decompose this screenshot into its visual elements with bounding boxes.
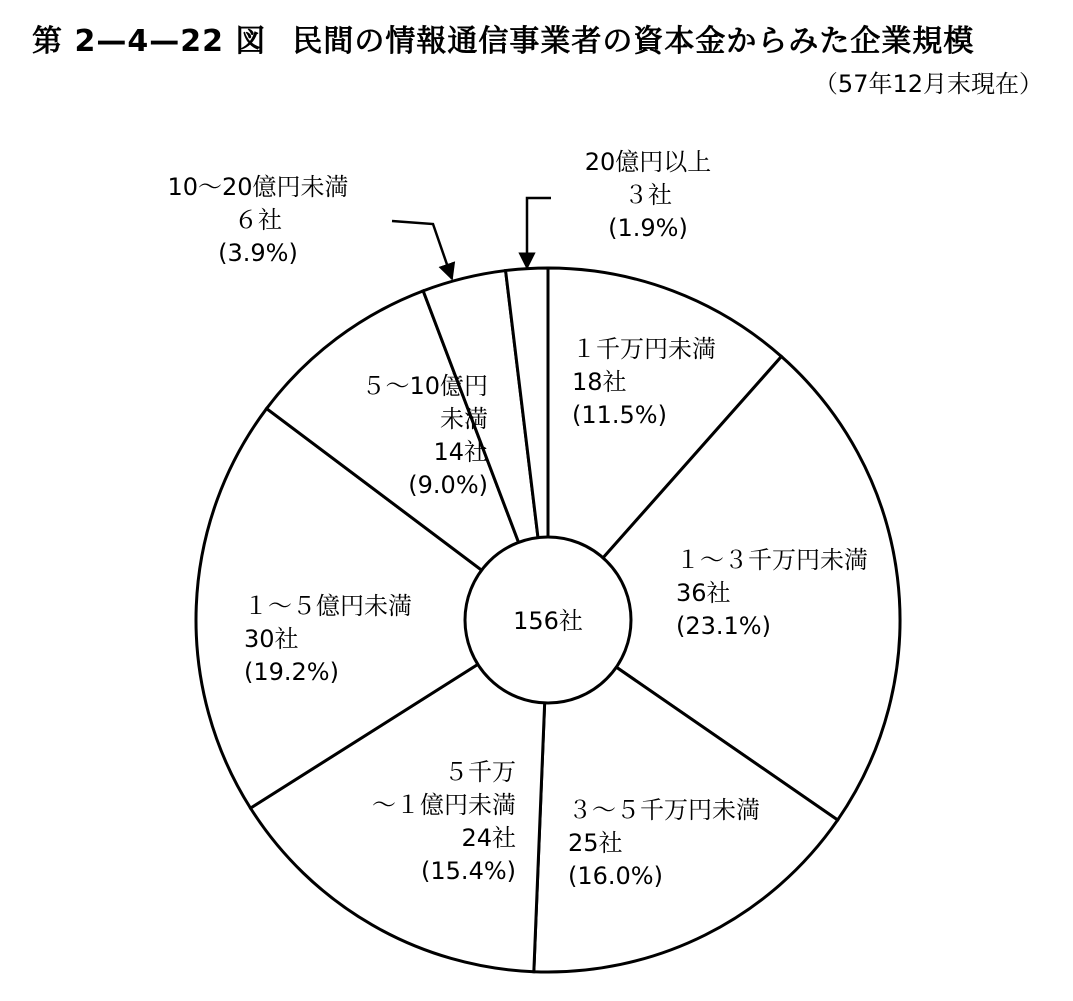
slice-label-5: １～５億円未満 — [244, 592, 412, 620]
slice-label-1: １千万円未満 — [572, 335, 716, 363]
slice-label-8: 20億円以上 — [584, 148, 712, 176]
slice-percent-4: (15.4%) — [421, 857, 516, 885]
leader-group — [392, 198, 551, 279]
slice-percent-2: (23.1%) — [676, 612, 771, 640]
slice-percent-5: (19.2%) — [244, 658, 339, 686]
slice-label-3: ３～５千万円未満 — [568, 796, 760, 824]
figure-title-text: 民間の情報通信事業者の資本金からみた企業規模 — [292, 24, 975, 59]
slice-count-6: 14社 — [433, 438, 488, 466]
slice-label-4: ５千万 — [444, 758, 516, 786]
leader-arrow-10-20oku — [392, 221, 452, 279]
slice-percent-7: (3.9%) — [218, 239, 298, 267]
slice-count-3: 25社 — [568, 829, 623, 857]
slice-label-7: 10～20億円未満 — [167, 173, 349, 201]
slice-percent-3: (16.0%) — [568, 862, 663, 890]
slice-count-7: ６社 — [234, 206, 282, 234]
slice-percent-8: (1.9%) — [608, 214, 688, 242]
slice-count-2: 36社 — [676, 579, 731, 607]
figure-number: 第 2—4—22 図 — [32, 24, 267, 59]
figure-subtitle: （57年12月末現在） — [813, 70, 1043, 98]
slice-count-4: 24社 — [461, 824, 516, 852]
slice-label-2: １～３千万円未満 — [676, 546, 868, 574]
slice-count-5: 30社 — [244, 625, 299, 653]
slice-label-4: ～１億円未満 — [372, 791, 516, 819]
slice-label-6: ５～10億円 — [361, 372, 488, 400]
slice-label-6: 未満 — [440, 405, 488, 433]
slice-percent-1: (11.5%) — [572, 401, 667, 429]
slice-count-1: 18社 — [572, 368, 627, 396]
slice-count-8: ３社 — [624, 181, 672, 209]
slice-percent-6: (9.0%) — [408, 471, 488, 499]
center-label: 156社 — [513, 607, 583, 635]
leader-arrow-20oku-ijou — [527, 198, 551, 268]
